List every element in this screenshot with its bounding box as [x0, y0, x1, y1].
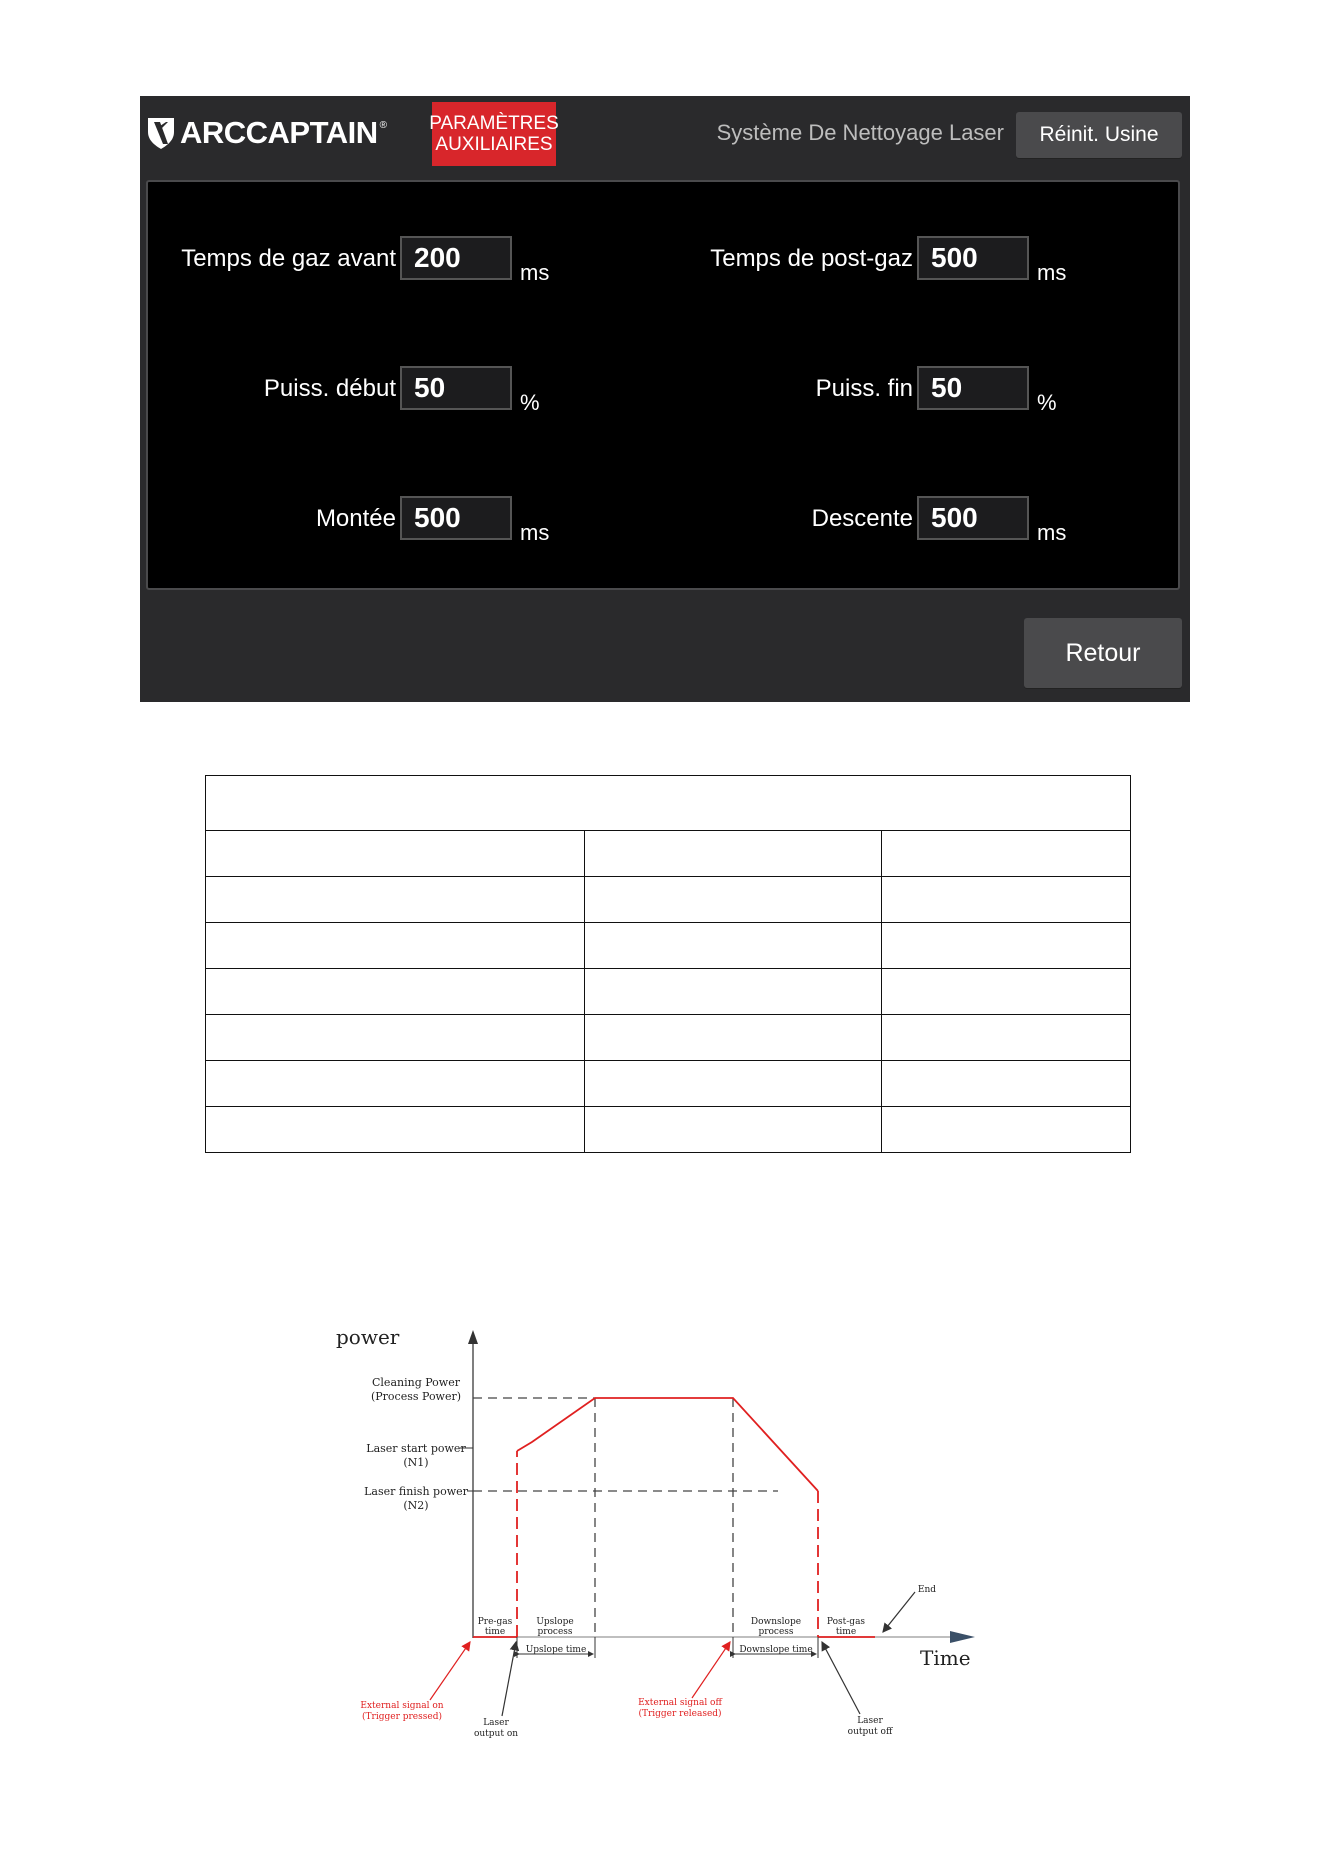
shield-logo-icon — [146, 116, 176, 150]
table-cell — [882, 831, 1131, 877]
table-cell — [206, 923, 585, 969]
upslope-sublabel: process — [537, 1627, 573, 1637]
signal-on-arrow — [430, 1642, 470, 1700]
table-cell — [206, 1061, 585, 1107]
table-row — [206, 831, 1131, 877]
table-cell — [882, 877, 1131, 923]
brand-name: ARCCAPTAIN — [180, 115, 378, 150]
upslope-time-label: Upslope time — [525, 1645, 587, 1655]
power-curve — [473, 1398, 875, 1637]
finish-power-input[interactable]: 50 — [917, 366, 1029, 410]
table-cell — [585, 969, 882, 1015]
table-cell — [206, 1015, 585, 1061]
laser-off-arrow — [822, 1642, 860, 1714]
y-axis-arrow-icon — [468, 1330, 478, 1344]
parameter-table — [205, 775, 1131, 1153]
table-cell — [585, 1107, 882, 1153]
ramp-up-unit: ms — [520, 520, 550, 545]
finish-power-sublabel: (N2) — [403, 1499, 429, 1512]
finish-power-unit: % — [1037, 390, 1057, 415]
ramp-up-label: Montée — [315, 505, 396, 532]
signal-off-arrow — [692, 1642, 730, 1698]
postgas-time-unit: ms — [1037, 260, 1067, 285]
ramp-down-label: Descente — [811, 505, 913, 532]
laser-on-arrow — [502, 1642, 516, 1716]
downslope-sublabel: process — [758, 1627, 794, 1637]
downslope-label: Downslope — [750, 1617, 802, 1627]
section-badge — [429, 102, 559, 166]
table-cell — [585, 831, 882, 877]
guide-lines — [473, 1398, 778, 1637]
table-row — [206, 923, 1131, 969]
registered-mark: ® — [379, 120, 388, 131]
pregas-time-label: Temps de gaz avant — [181, 245, 396, 272]
table-row — [206, 877, 1131, 923]
signal-off-label: External signal off — [638, 1698, 722, 1708]
table-cell — [585, 1061, 882, 1107]
badge-line-1: PARAMÈTRES — [429, 113, 559, 134]
ramp-down-input[interactable]: 500 — [917, 496, 1029, 540]
laser-on-label: Laser — [483, 1718, 509, 1728]
x-axis-arrow-icon — [950, 1631, 975, 1643]
postgas-time-input[interactable]: 500 — [917, 236, 1029, 280]
start-power-unit: % — [520, 390, 540, 415]
device-screen — [140, 96, 1190, 702]
table-cell — [882, 1107, 1131, 1153]
badge-line-2: AUXILIAIRES — [435, 134, 553, 155]
end-label: End — [917, 1585, 937, 1595]
finish-power-label: Laser finish power — [364, 1485, 468, 1498]
system-title: Système De Nettoyage Laser — [716, 120, 1004, 145]
table-cell — [206, 877, 585, 923]
laser-on-sublabel: output on — [473, 1729, 519, 1739]
laser-off-sublabel: output off — [847, 1727, 893, 1737]
table-cell — [206, 969, 585, 1015]
cleaning-power-label: Cleaning Power — [372, 1376, 460, 1389]
signal-off-sublabel: (Trigger released) — [638, 1709, 722, 1719]
table-cell — [585, 877, 882, 923]
pregas-time-unit: ms — [520, 260, 550, 285]
postgas-label: Post-gas — [826, 1617, 866, 1627]
back-button[interactable]: Retour — [1024, 618, 1182, 688]
factory-reset-button[interactable]: Réinit. Usine — [1016, 112, 1182, 158]
brand-logo — [146, 114, 387, 152]
table-row — [206, 969, 1131, 1015]
table-cell — [585, 1015, 882, 1061]
start-power-sublabel: (N1) — [403, 1456, 429, 1469]
table-cell — [206, 831, 585, 877]
finish-power-label: Puiss. fin — [815, 375, 913, 402]
signal-on-sublabel: (Trigger pressed) — [362, 1712, 442, 1722]
parameters-panel — [146, 180, 1180, 590]
upslope-label: Upslope — [536, 1617, 574, 1627]
table-cell — [882, 969, 1131, 1015]
postgas-time-label: Temps de post-gaz — [710, 245, 913, 272]
laser-off-label: Laser — [857, 1716, 883, 1726]
postgas-sublabel: time — [835, 1627, 857, 1637]
table-cell — [882, 923, 1131, 969]
laser-timing-diagram — [330, 1325, 1010, 1739]
x-axis-label: Time — [920, 1646, 971, 1670]
signal-on-label: External signal on — [360, 1701, 444, 1711]
table-cell — [206, 1107, 585, 1153]
pregas-time-input[interactable]: 200 — [400, 236, 512, 280]
table-header-cell — [206, 776, 1131, 831]
start-power-label: Puiss. début — [263, 375, 396, 402]
pregas-sublabel: time — [484, 1627, 506, 1637]
start-power-input[interactable]: 50 — [400, 366, 512, 410]
table-cell — [882, 1061, 1131, 1107]
table-row — [206, 1061, 1131, 1107]
y-axis-label: power — [336, 1325, 400, 1349]
end-arrow — [883, 1592, 915, 1632]
downslope-time-label: Downslope time — [739, 1645, 813, 1655]
pregas-label: Pre-gas — [477, 1617, 513, 1627]
table-row — [206, 1107, 1131, 1153]
cleaning-power-sublabel: (Process Power) — [370, 1390, 462, 1403]
table-cell — [882, 1015, 1131, 1061]
table-cell — [585, 923, 882, 969]
ramp-up-input[interactable]: 500 — [400, 496, 512, 540]
ramp-down-unit: ms — [1037, 520, 1067, 545]
table-row — [206, 1015, 1131, 1061]
start-power-label: Laser start power — [366, 1442, 466, 1455]
